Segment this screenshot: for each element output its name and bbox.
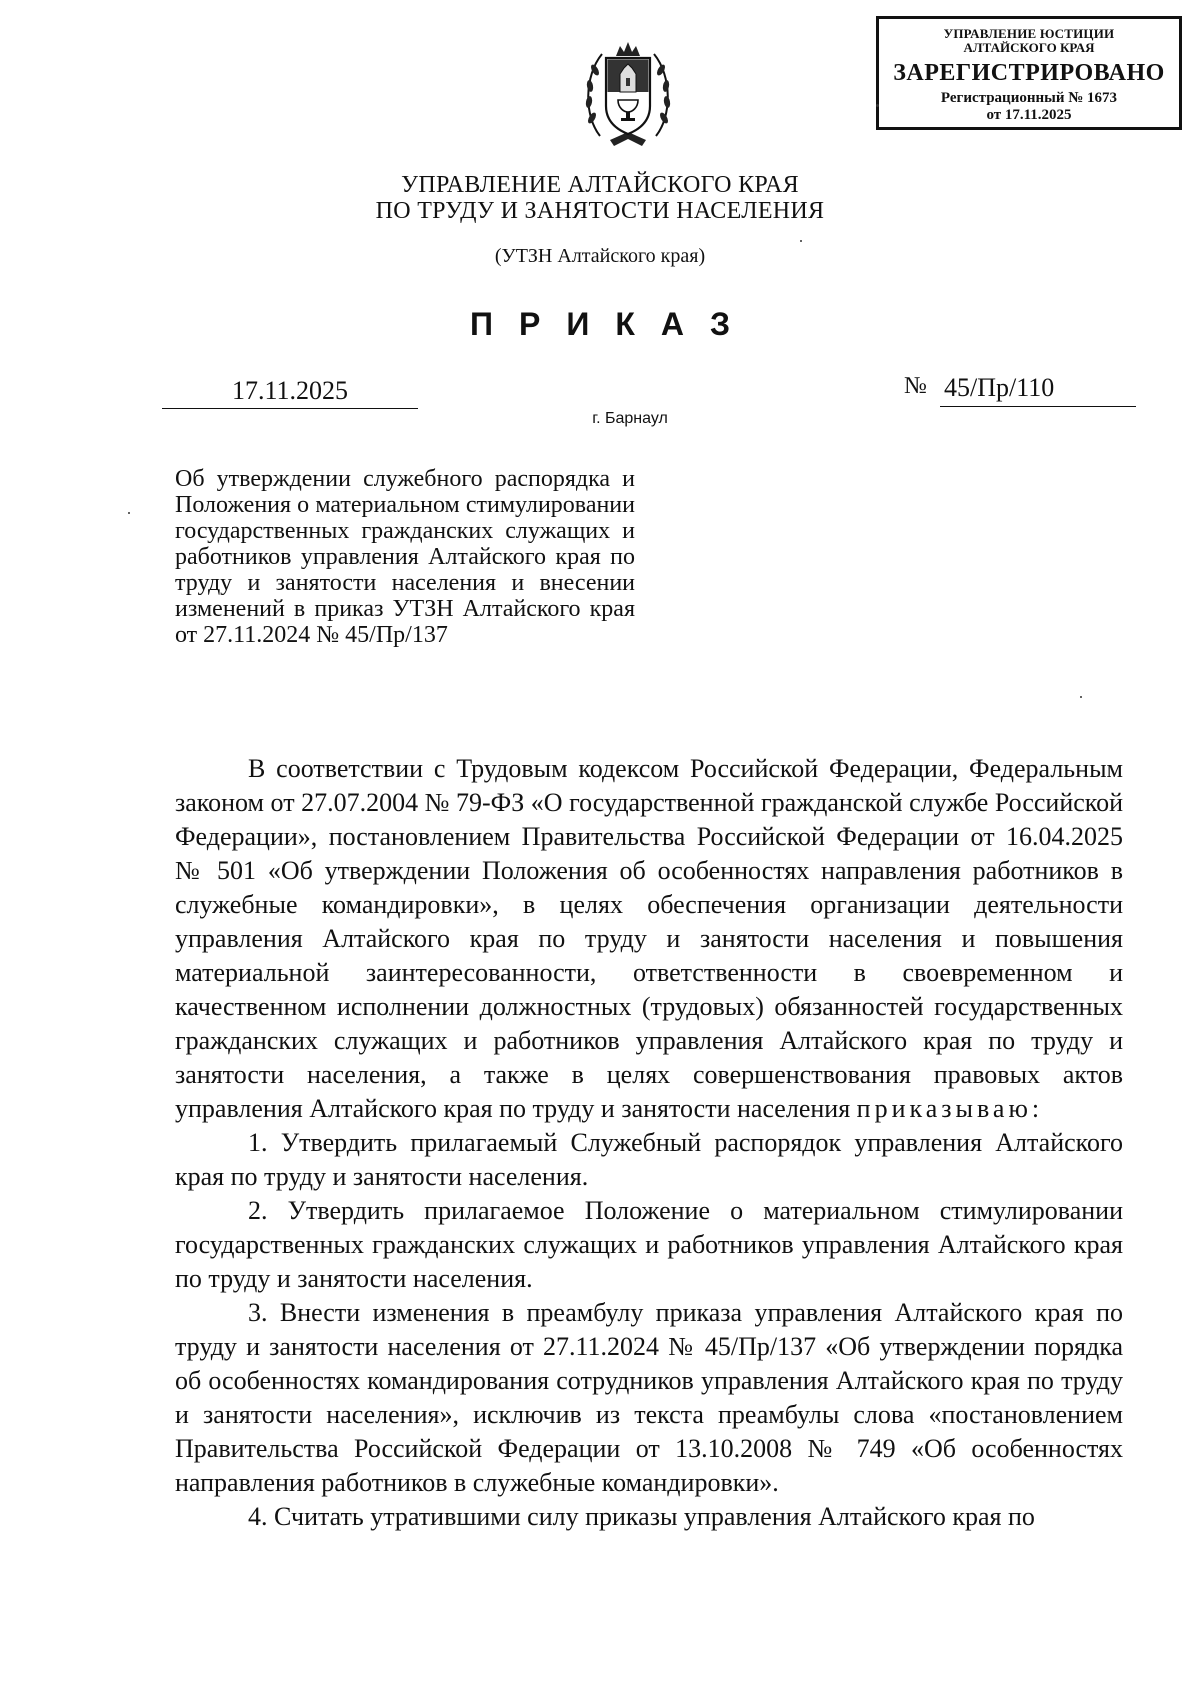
order-date: 17.11.2025 xyxy=(162,376,418,409)
stamp-authority-line1: УПРАВЛЕНИЕ ЮСТИЦИИ xyxy=(943,26,1115,41)
stamp-reg-date: от 17.11.2025 xyxy=(986,107,1072,123)
coat-of-arms-icon xyxy=(580,36,676,148)
item-1: 1. Утвердить прилагаемый Служебный распорядок управления Алтайского края по труду и занятости населения. xyxy=(175,1128,1123,1191)
org-name-line2: ПО ТРУДУ И ЗАНЯТОСТИ НАСЕЛЕНИЯ xyxy=(375,198,825,224)
stamp-authority-line2: АЛТАЙСКОГО КРАЯ xyxy=(963,40,1095,55)
order-number: 45/Пр/110 xyxy=(940,373,1136,407)
org-abbreviation: (УТЗН Алтайского края) xyxy=(494,245,706,267)
document-type-title: ПРИКАЗ xyxy=(469,306,757,342)
order-word: приказываю: xyxy=(856,1094,1044,1123)
stamp-status: ЗАРЕГИСТРИРОВАНО xyxy=(893,60,1165,86)
org-name-line1: УПРАВЛЕНИЕ АЛТАЙСКОГО КРАЯ xyxy=(401,172,799,198)
scan-speck xyxy=(128,512,130,514)
number-sign: № xyxy=(904,373,927,399)
scan-speck xyxy=(800,240,802,242)
stamp-reg-number: Регистрационный № 1673 xyxy=(940,90,1118,106)
item-3: 3. Внести изменения в преамбулу приказа управления Алтайского края по труду и занятости населения от 27.11.2024 № 45/Пр/137 «Об утверждении порядка об особенностях командирования сотрудников управления Алтайского края по труду и занятости населения», исключив из текста преамбулы слова «постановлением Правительства Российской Федерации от 13.10.2008 № 749 «Об особенностях направления работников в служебные командировки». xyxy=(175,1298,1123,1497)
item-2: 2. Утвердить прилагаемое Положение о материальном стимулировании государственных гражданских служащих и работников управления Алтайского края по труду и занятости населения. xyxy=(175,1196,1123,1293)
order-body xyxy=(175,752,1123,1534)
item-4: 4. Считать утратившими силу приказы управления Алтайского края по xyxy=(248,1502,1035,1531)
preamble-text: В соответствии с Трудовым кодексом Российской Федерации, Федеральным законом от 27.07.2004 № 79-ФЗ «О государственной гражданской службе Российской Федерации», постановлением Правительства Российской Федерации от 16.04.2025 № 501 «Об утверждении Положения об особенностях направления работников в служебные командировки», в целях обеспечения организации деятельности управления Алтайского края по труду и занятости населения и повышения материальной заинтересованности, ответственности в своевременном и качественном исполнении должностных (трудовых) обязанностей государственных гражданских служащих и работников управления Алтайского края по труду и занятости населения, а также в целях совершенствования правовых актов управления Алтайского края по труду и занятости населения xyxy=(175,754,1123,1123)
order-subject: Об утверждении служебного распорядка и Положения о материальном стимулировании государственных гражданских служащих и работников управления Алтайского края по труду и занятости населения и внесении изменений в приказ УТЗН Алтайского края от 27.11.2024 № 45/Пр/137 xyxy=(175,466,635,648)
scan-speck xyxy=(876,104,879,107)
scan-speck xyxy=(1080,696,1082,698)
city: г. Барнаул xyxy=(592,410,668,427)
preamble-paragraph xyxy=(175,752,1123,1126)
registration-stamp xyxy=(876,16,1182,130)
